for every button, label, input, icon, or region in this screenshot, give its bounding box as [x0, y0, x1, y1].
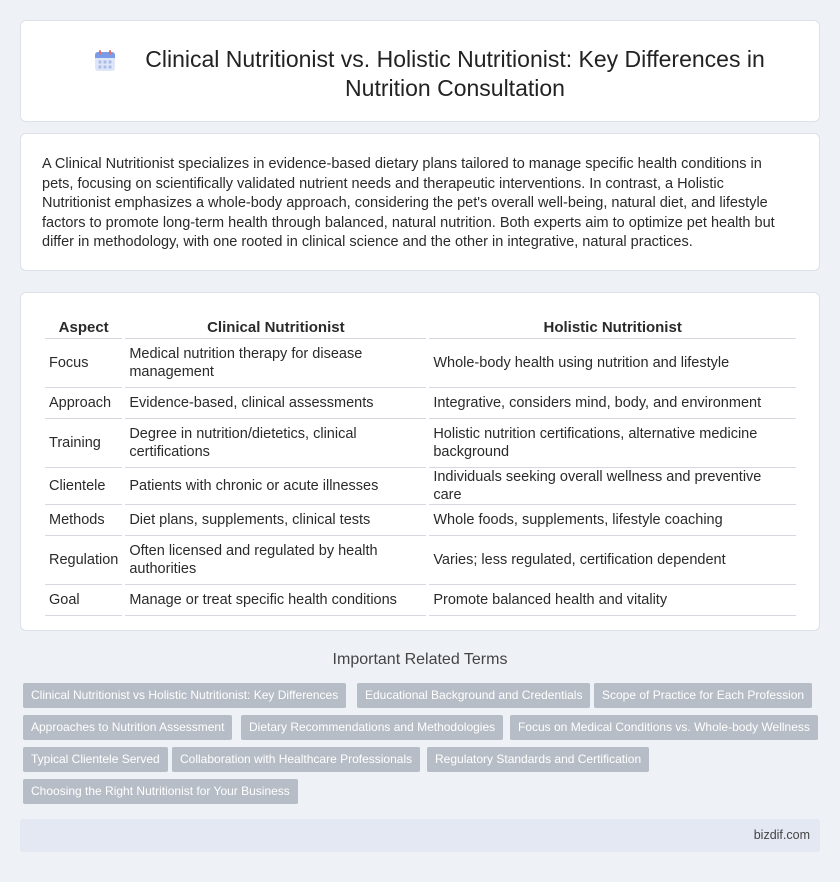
table-header: Clinical Nutritionist	[125, 313, 426, 339]
table-cell: Individuals seeking overall wellness and preventive care	[429, 468, 796, 505]
footer-brand[interactable]: bizdif.com	[753, 828, 810, 842]
related-tag[interactable]: Collaboration with Healthcare Professionals	[172, 747, 420, 772]
table-cell: Integrative, considers mind, body, and environment	[429, 388, 796, 419]
table-cell: Varies; less regulated, certification dependent	[429, 536, 796, 585]
related-tag[interactable]: Focus on Medical Conditions vs. Whole-body Wellness	[510, 715, 818, 740]
table-row	[45, 388, 796, 419]
table-cell: Regulation	[45, 536, 122, 585]
calendar-icon	[93, 49, 117, 73]
table-cell: Methods	[45, 505, 122, 536]
related-tag[interactable]: Dietary Recommendations and Methodologies	[241, 715, 503, 740]
table-cell: Degree in nutrition/dietetics, clinical certifications	[125, 419, 426, 468]
related-tag[interactable]: Scope of Practice for Each Profession	[594, 683, 812, 708]
table-cell: Focus	[45, 339, 122, 388]
table-cell: Diet plans, supplements, clinical tests	[125, 505, 426, 536]
page-title: Clinical Nutritionist vs. Holistic Nutritionist: Key Differences in Nutrition Consultation	[145, 46, 765, 101]
table-cell: Patients with chronic or acute illnesses	[125, 468, 426, 505]
table-cell: Whole foods, supplements, lifestyle coaching	[429, 505, 796, 536]
table-header: Holistic Nutritionist	[429, 313, 796, 339]
footer	[20, 819, 820, 852]
related-tag[interactable]: Choosing the Right Nutritionist for Your Business	[23, 779, 298, 804]
intro-card	[20, 133, 820, 271]
related-tag[interactable]: Clinical Nutritionist vs Holistic Nutritionist: Key Differences	[23, 683, 346, 708]
title-card	[20, 20, 820, 122]
table-cell: Clientele	[45, 468, 122, 505]
table-cell: Evidence-based, clinical assessments	[125, 388, 426, 419]
table-row	[45, 536, 796, 585]
table-cell: Whole-body health using nutrition and lifestyle	[429, 339, 796, 388]
comparison-table	[42, 313, 799, 616]
table-cell: Medical nutrition therapy for disease management	[125, 339, 426, 388]
related-tag[interactable]: Typical Clientele Served	[23, 747, 168, 772]
table-row	[45, 468, 796, 505]
table-row	[45, 339, 796, 388]
table-cell: Often licensed and regulated by health authorities	[125, 536, 426, 585]
related-tag[interactable]: Educational Background and Credentials	[357, 683, 590, 708]
comparison-card	[20, 292, 820, 631]
table-cell: Manage or treat specific health conditions	[125, 585, 426, 616]
table-row	[45, 505, 796, 536]
table-cell: Training	[45, 419, 122, 468]
table-cell: Approach	[45, 388, 122, 419]
related-terms-heading: Important Related Terms	[332, 651, 508, 668]
table-header: Aspect	[45, 313, 122, 339]
table-row	[45, 585, 796, 616]
table-row	[45, 419, 796, 468]
related-tag[interactable]: Regulatory Standards and Certification	[427, 747, 649, 772]
intro-paragraph: A Clinical Nutritionist specializes in evidence-based dietary plans tailored to manage specific health conditions in pets, focusing on scientifically validated nutrient needs and therapeutic interventions. In contrast, a Holistic Nutritionist emphasizes a whole-body approach, considering the pet's overall well-being, natural diet, and lifestyle factors to promote long-term health through balanced, natural nutrition. Both experts aim to optimize pet health but differ in methodology, with one rooted in clinical science and the other in integrative, natural practices.	[42, 156, 775, 251]
table-cell: Promote balanced health and vitality	[429, 585, 796, 616]
related-tag[interactable]: Approaches to Nutrition Assessment	[23, 715, 232, 740]
table-cell: Holistic nutrition certifications, alternative medicine background	[429, 419, 796, 468]
table-cell: Goal	[45, 585, 122, 616]
